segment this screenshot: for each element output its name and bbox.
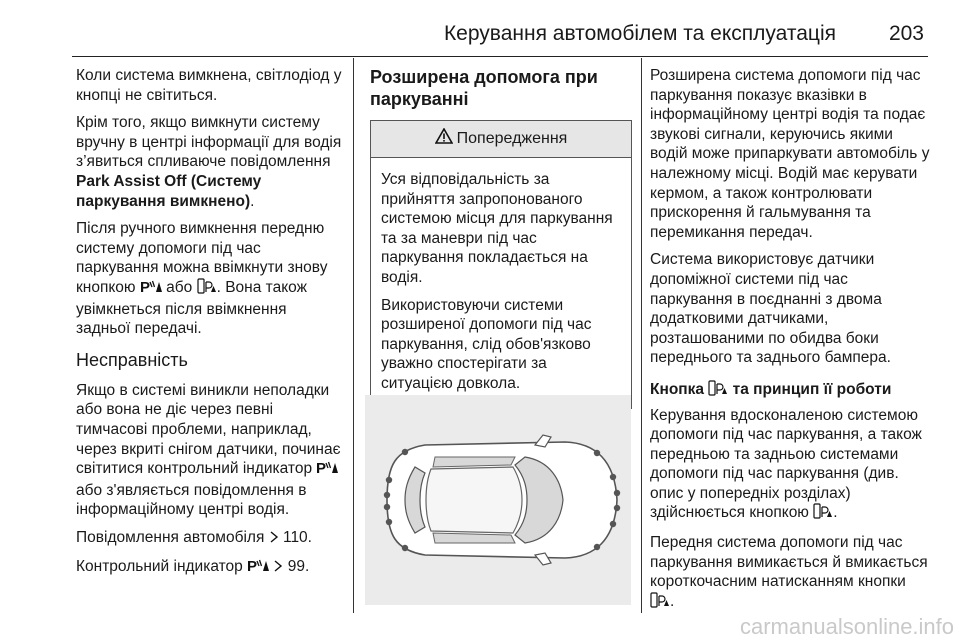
paragraph: Коли система вимкнена, світлодіод у кнопці не світиться. [76,67,342,104]
paragraph: Якщо в системі виникли неполадки або вона не діє через певні тимчасові проблеми, наприклад, через вкриті снігом датчики, починає світитися контрольний індикатор P або з'являється повідомлення в інформаційному центрі водія. [76,381,341,519]
paragraph: Передня система допомоги під час паркування вимикається й вмикається короткочасним натисканням кнопки . [650,533,930,613]
park-assist-button-icon [197,278,217,300]
paragraph: Використовуючи системи розширеної допомоги під час паркування, слід обов'язково уважно спостерігати за ситуацією довкола. [381,296,592,392]
paragraph: Контрольний індикатор P 99. [76,557,344,579]
paragraph: Після ручного вимкнення передню систему допомоги під час паркування можна ввімкнути знову кнопкою P або . Вона також увімкнеться після ввімкнення задньої передачі. [76,220,328,338]
svg-text:P: P [139,278,150,294]
paragraph: Система використовує датчики допоміжної системи під час паркування в поєднанні з двома додатковими датчиками, розташованими по обидва боки переднього та заднього бампера. [650,251,891,367]
paragraph: Крім того, якщо вимкнути систему вручну в центрі інформації для водія з’явиться спливаюче повідомлення Park Assist Off (Систему паркування вимкнено). [76,114,342,210]
park-assist-button-icon [813,503,833,525]
paragraph: Розширена система допомоги під час паркування показує вказівки в інформаційному центрі водія та подає звукові сигнали, керуючись якими водій може припаркувати автомобіль у належному місці. Водій має керувати кермом, а також контролювати прискорення й гальмування та перемикання передач. [650,67,930,241]
column-3 [650,66,930,621]
park-assist-indicator-icon [316,459,338,481]
warning-header [371,121,631,158]
column-divider [353,58,354,613]
paragraph: Повідомлення автомобіля 110. [76,528,344,550]
park-assist-button-icon [650,592,670,614]
column-divider [641,58,642,613]
car-sensor-figure [365,395,631,605]
page-reference-icon [273,559,283,579]
svg-text:P: P [247,558,258,574]
paragraph: Керування вдосконаленою системою допомоги під час паркування, а також передньою та задньою системами допомоги під час паркування (див. опис у попередніх розділах) здійснюється кнопкою . [650,406,930,526]
column-2 [370,66,632,409]
warning-title: Попередження [456,130,568,148]
page-number: 203 [888,22,924,45]
watermark: carmanualsonline.info [740,614,955,639]
section-heading: Несправність [76,349,188,370]
warning-box [370,120,632,409]
page-header [72,0,928,57]
park-assist-button-icon [708,380,728,402]
section-heading: Розширена допомога при паркуванні [370,67,598,109]
svg-text:P: P [316,460,327,476]
warning-triangle-icon [435,128,453,150]
park-assist-indicator-icon [140,278,162,300]
warning-body [371,158,631,408]
park-assist-indicator-icon [247,557,269,579]
page-reference-icon [269,530,279,550]
section-heading: Кнопка та принцип її роботи [650,380,930,402]
page-title: Керування автомобілем та експлуатація [443,22,836,45]
column-1 [76,66,344,587]
paragraph: Уся відповідальність за прийняття запропонованого системою місця для паркування та за маневри під час паркування покладається на водія. [381,171,613,286]
message-text: Park Assist Off (Систему паркування вимкнено) [76,172,262,210]
